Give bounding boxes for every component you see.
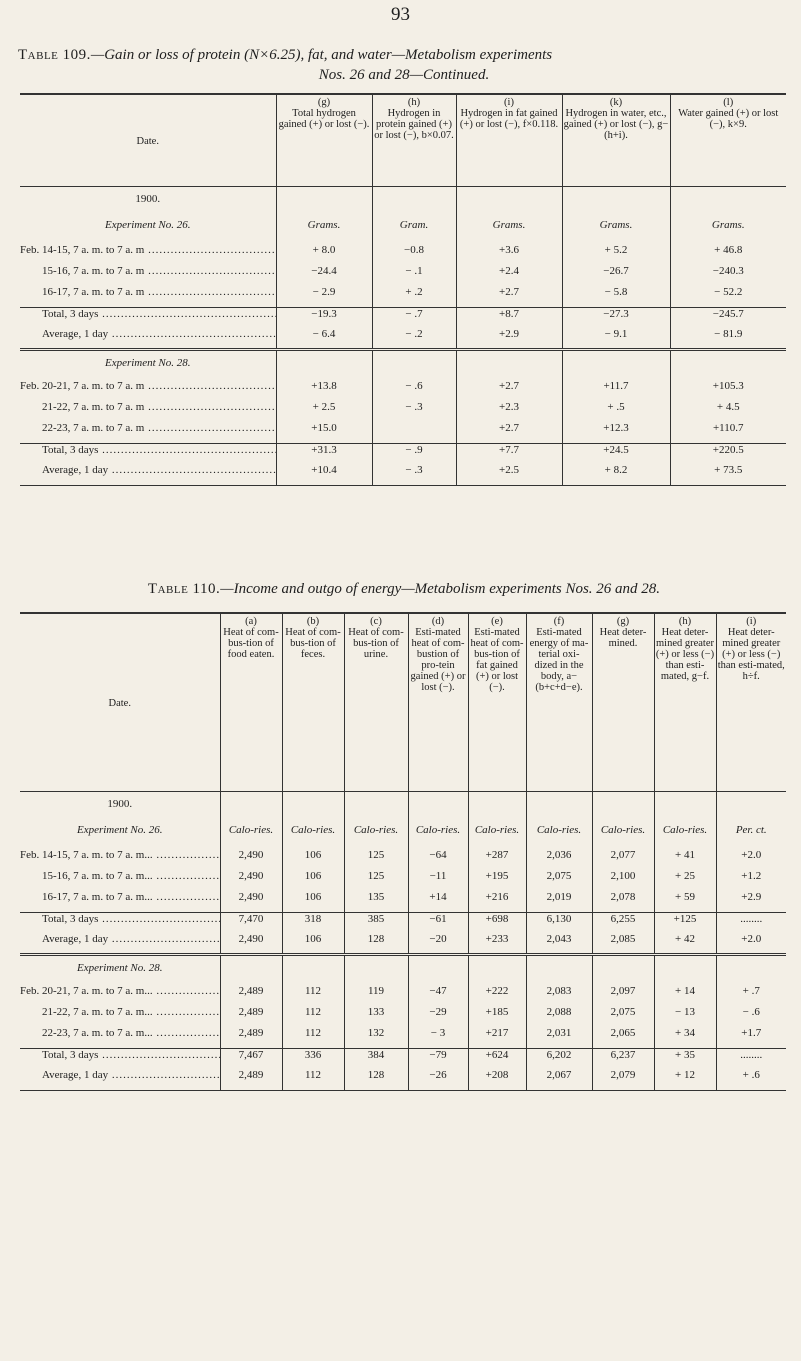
t110-average-h: + 12: [654, 1069, 716, 1090]
t109-unit-cell: Grams.: [456, 213, 562, 244]
t109-cell-h: − .6: [372, 380, 456, 401]
t109-cell-l: +110.7: [670, 422, 786, 443]
t110-unit-cell: Calo-ries.: [408, 818, 468, 849]
t110-cell-i: − .6: [716, 1006, 786, 1027]
t110-total-a: 7,470: [220, 912, 282, 933]
t109-data-row: [20, 401, 786, 422]
t110-cell-g: 2,097: [592, 985, 654, 1006]
t109-average-g: − 6.4: [276, 328, 372, 349]
t109-row-date: 16-17, 7 a. m. to 7 a. m .....: [20, 286, 276, 307]
t110-cell-d: −29: [408, 1006, 468, 1027]
t110-total-b: 336: [282, 1048, 344, 1069]
t109-average-label: Average, 1 day .....: [20, 328, 276, 349]
t110-cell-f: 2,019: [526, 891, 592, 912]
t110-unit-cell: Calo-ries.: [220, 818, 282, 849]
t110-header-date: Date.: [108, 697, 131, 709]
t110-cell-f: 2,083: [526, 985, 592, 1006]
t109-empty-cell: [372, 186, 456, 213]
t110-cell-a: 2,489: [220, 1006, 282, 1027]
t110-cell-d: +14: [408, 891, 468, 912]
t110-average-c: 128: [344, 933, 408, 954]
t109-cell-h: − .3: [372, 401, 456, 422]
t109-cell-l: +105.3: [670, 380, 786, 401]
t110-empty-cell: [592, 791, 654, 818]
t110-unit-cell: [716, 954, 786, 985]
t109-total-row: [20, 443, 786, 464]
t110-average-c: 128: [344, 1069, 408, 1090]
t109-row-date: 15-16, 7 a. m. to 7 a. m .....: [20, 265, 276, 286]
t110-total-h: + 35: [654, 1048, 716, 1069]
t110-unit-cell: Calo-ries.: [654, 818, 716, 849]
t110-unit-cell: [282, 954, 344, 985]
t109-cell-i: +2.3: [456, 401, 562, 422]
t109-cell-k: + 5.2: [562, 244, 670, 265]
t110-data-row: [20, 1027, 786, 1048]
t110-header-g: (g) Heat deter-mined.: [592, 613, 654, 791]
t110-header-b: (b) Heat of com-bus-tion of feces.: [282, 613, 344, 791]
t109-cell-g: − 2.9: [276, 286, 372, 307]
t110-cell-e: +287: [468, 849, 526, 870]
t109-cell-g: −24.4: [276, 265, 372, 286]
t110-year-row: [20, 791, 786, 818]
t109-cell-i: +3.6: [456, 244, 562, 265]
t110-cell-a: 2,489: [220, 985, 282, 1006]
t110-unit-cell: [468, 954, 526, 985]
t109-unit-cell: Grams.: [562, 213, 670, 244]
t109-unit-cell: [562, 349, 670, 380]
t110-cell-c: 135: [344, 891, 408, 912]
t109-cell-g: +15.0: [276, 422, 372, 443]
t109-average-g: +10.4: [276, 464, 372, 485]
t110-cell-b: 106: [282, 870, 344, 891]
t109-cell-i: +2.7: [456, 380, 562, 401]
t110-cell-g: 2,100: [592, 870, 654, 891]
t109-average-k: + 8.2: [562, 464, 670, 485]
t109-cell-k: + .5: [562, 401, 670, 422]
t109-empty-cell: [562, 186, 670, 213]
t109-cell-l: + 46.8: [670, 244, 786, 265]
t110-unit-cell: [654, 954, 716, 985]
t110-cell-a: 2,489: [220, 1027, 282, 1048]
t110-header-e: (e) Esti-mated heat of com-bus-tion of fat gained (+) or lost (−).: [468, 613, 526, 791]
t110-unit-cell: Calo-ries.: [526, 818, 592, 849]
t109-total-k: −27.3: [562, 307, 670, 328]
t110-cell-h: + 59: [654, 891, 716, 912]
t110-cell-e: +222: [468, 985, 526, 1006]
t109-unit-cell: [372, 349, 456, 380]
t110-exp28_label-label-row: [20, 954, 786, 985]
t110-header-f: (f) Esti-mated energy of ma-terial oxi-dized in the body, a−(b+c+d−e).: [526, 613, 592, 791]
t109-total-i: +7.7: [456, 443, 562, 464]
t109-row-date: 21-22, 7 a. m. to 7 a. m .....: [20, 401, 276, 422]
t109-cell-h: − .1: [372, 265, 456, 286]
t109-total-label: Total, 3 days .....: [20, 443, 276, 464]
t109-unit-cell: Grams.: [670, 213, 786, 244]
t110-total-i: ........: [716, 1048, 786, 1069]
t110-total-label: Total, 3 days .....: [20, 1048, 220, 1069]
table-110: [20, 612, 786, 1091]
t109-total-label: Total, 3 days .....: [20, 307, 276, 328]
t110-total-e: +698: [468, 912, 526, 933]
t110-header-c: (c) Heat of com-bus-tion of urine.: [344, 613, 408, 791]
t110-total-g: 6,237: [592, 1048, 654, 1069]
t110-data-row: [20, 849, 786, 870]
t110-unit-cell: Per. ct.: [716, 818, 786, 849]
t110-average-label: Average, 1 day .....: [20, 1069, 220, 1090]
t109-average-i: +2.5: [456, 464, 562, 485]
t110-average-f: 2,043: [526, 933, 592, 954]
t109-cell-k: −26.7: [562, 265, 670, 286]
t110-total-d: −79: [408, 1048, 468, 1069]
t109-empty-cell: [276, 186, 372, 213]
t109-cell-l: + 4.5: [670, 401, 786, 422]
t110-cell-a: 2,490: [220, 849, 282, 870]
t110-average-row: [20, 1069, 786, 1090]
t109-header-i: (i) Hydrogen in fat gained (+) or lost (−), f×0.118.: [456, 94, 562, 186]
t109-total-k: +24.5: [562, 443, 670, 464]
t109-exp28_label-label-row: [20, 349, 786, 380]
table-110-title: —Income and outgo of energy—Metabolism experiments Nos. 26 and 28.: [220, 581, 661, 597]
t110-average-b: 112: [282, 1069, 344, 1090]
t110-total-row: [20, 1048, 786, 1069]
t110-average-g: 2,079: [592, 1069, 654, 1090]
t109-total-i: +8.7: [456, 307, 562, 328]
t110-average-g: 2,085: [592, 933, 654, 954]
t109-header-g: (g) Total hydrogen gained (+) or lost (−).: [276, 94, 372, 186]
t110-cell-i: + .7: [716, 985, 786, 1006]
t109-exp26_label-label-row: [20, 213, 786, 244]
t110-cell-a: 2,490: [220, 870, 282, 891]
t110-data-row: [20, 985, 786, 1006]
t109-data-row: [20, 244, 786, 265]
t110-unit-cell: Calo-ries.: [468, 818, 526, 849]
t110-total-c: 384: [344, 1048, 408, 1069]
t109-cell-l: −240.3: [670, 265, 786, 286]
t110-cell-b: 112: [282, 1006, 344, 1027]
t110-header-i: (i) Heat deter-mined greater (+) or less (−) than esti-mated, h÷f.: [716, 613, 786, 791]
t110-cell-i: +1.2: [716, 870, 786, 891]
t110-empty-cell: [526, 791, 592, 818]
t110-average-a: 2,490: [220, 933, 282, 954]
t110-cell-b: 112: [282, 985, 344, 1006]
t110-average-d: −20: [408, 933, 468, 954]
t109-empty-cell: [670, 186, 786, 213]
t110-total-a: 7,467: [220, 1048, 282, 1069]
t110-empty-cell: [654, 791, 716, 818]
t110-header-h: (h) Heat deter-mined greater (+) or less (−) than esti-mated, g−f.: [654, 613, 716, 791]
t110-unit-cell: [526, 954, 592, 985]
t109-unit-cell: [276, 349, 372, 380]
t110-cell-e: +195: [468, 870, 526, 891]
t110-cell-c: 133: [344, 1006, 408, 1027]
t109-total-g: +31.3: [276, 443, 372, 464]
t110-data-row: [20, 1006, 786, 1027]
t110-unit-cell: Calo-ries.: [592, 818, 654, 849]
t110-row-date: Feb. 20-21, 7 a. m. to 7 a. m... .....: [20, 985, 220, 1006]
t110-cell-b: 106: [282, 891, 344, 912]
t110-total-c: 385: [344, 912, 408, 933]
t109-cell-k: − 5.8: [562, 286, 670, 307]
t109-year: 1900.: [135, 192, 161, 205]
t109-cell-i: +2.7: [456, 422, 562, 443]
t109-total-h: − .7: [372, 307, 456, 328]
t110-cell-g: 2,077: [592, 849, 654, 870]
t109-exp28_label-label: Experiment No. 28.: [20, 349, 276, 380]
t110-average-label: Average, 1 day .....: [20, 933, 220, 954]
t110-header-d: (d) Esti-mated heat of com-bustion of pro-tein gained (+) or lost (−).: [408, 613, 468, 791]
t109-cell-k: +11.7: [562, 380, 670, 401]
table-109-label: Table 109.: [18, 47, 91, 63]
t110-cell-h: + 41: [654, 849, 716, 870]
t110-unit-cell: [344, 954, 408, 985]
t110-cell-g: 2,065: [592, 1027, 654, 1048]
t110-average-e: +233: [468, 933, 526, 954]
t110-cell-c: 125: [344, 849, 408, 870]
t110-unit-cell: [220, 954, 282, 985]
t110-cell-h: + 34: [654, 1027, 716, 1048]
t109-total-g: −19.3: [276, 307, 372, 328]
t110-average-i: +2.0: [716, 933, 786, 954]
t109-average-l: − 81.9: [670, 328, 786, 349]
t109-total-l: +220.5: [670, 443, 786, 464]
t109-cell-k: +12.3: [562, 422, 670, 443]
t109-empty-cell: [456, 186, 562, 213]
t110-average-e: +208: [468, 1069, 526, 1090]
t110-average-row: [20, 933, 786, 954]
t110-cell-b: 106: [282, 849, 344, 870]
t109-row-date: Feb. 14-15, 7 a. m. to 7 a. m .....: [20, 244, 276, 265]
t109-header-h: (h) Hydrogen in protein gained (+) or lost (−), b×0.07.: [372, 94, 456, 186]
t110-cell-e: +185: [468, 1006, 526, 1027]
t110-average-i: + .6: [716, 1069, 786, 1090]
t110-total-h: +125: [654, 912, 716, 933]
t110-unit-cell: Calo-ries.: [344, 818, 408, 849]
t110-cell-f: 2,031: [526, 1027, 592, 1048]
t110-cell-i: +1.7: [716, 1027, 786, 1048]
t109-average-label: Average, 1 day .....: [20, 464, 276, 485]
t110-average-d: −26: [408, 1069, 468, 1090]
t109-unit-cell: [670, 349, 786, 380]
t109-average-l: + 73.5: [670, 464, 786, 485]
t109-total-row: [20, 307, 786, 328]
table-110-caption: [18, 580, 790, 599]
t110-data-row: [20, 870, 786, 891]
t110-cell-b: 112: [282, 1027, 344, 1048]
t110-cell-a: 2,490: [220, 891, 282, 912]
t109-data-row: [20, 286, 786, 307]
t109-cell-g: +13.8: [276, 380, 372, 401]
table-109-caption: [18, 46, 790, 65]
t109-cell-i: +2.4: [456, 265, 562, 286]
t110-cell-g: 2,078: [592, 891, 654, 912]
t109-cell-g: + 2.5: [276, 401, 372, 422]
t110-data-row: [20, 891, 786, 912]
t109-data-row: [20, 380, 786, 401]
table-109-title: —Gain or loss of protein (N×6.25), fat, and water—Metabolism experiments: [90, 47, 553, 63]
t110-total-label: Total, 3 days .....: [20, 912, 220, 933]
t110-empty-cell: [468, 791, 526, 818]
page-number: 93: [391, 4, 410, 25]
table-109-caption-line2: Nos. 26 and 28—Continued.: [318, 67, 490, 83]
t109-exp26_label-label: Experiment No. 26.: [104, 219, 191, 231]
t110-total-f: 6,130: [526, 912, 592, 933]
t109-average-row: [20, 328, 786, 349]
t109-unit-cell: Grams.: [276, 213, 372, 244]
t110-total-i: ........: [716, 912, 786, 933]
t110-average-f: 2,067: [526, 1069, 592, 1090]
t109-unit-cell: [456, 349, 562, 380]
t110-cell-c: 132: [344, 1027, 408, 1048]
t110-total-e: +624: [468, 1048, 526, 1069]
t110-header-a: (a) Heat of com-bus-tion of food eaten.: [220, 613, 282, 791]
t110-cell-d: −11: [408, 870, 468, 891]
t110-row-date: Feb. 14-15, 7 a. m. to 7 a. m... .....: [20, 849, 220, 870]
t109-header-k: (k) Hydrogen in water, etc., gained (+) or lost (−), g−(h+i).: [562, 94, 670, 186]
t110-year: 1900.: [107, 797, 133, 810]
t109-row-date: Feb. 20-21, 7 a. m. to 7 a. m .....: [20, 380, 276, 401]
t110-row-date: 21-22, 7 a. m. to 7 a. m... .....: [20, 1006, 220, 1027]
t109-total-l: −245.7: [670, 307, 786, 328]
t110-cell-h: + 25: [654, 870, 716, 891]
t110-cell-g: 2,075: [592, 1006, 654, 1027]
t110-cell-h: − 13: [654, 1006, 716, 1027]
t109-cell-h: [372, 422, 456, 443]
t110-average-a: 2,489: [220, 1069, 282, 1090]
t109-total-h: − .9: [372, 443, 456, 464]
t109-average-h: − .2: [372, 328, 456, 349]
t109-year-row: [20, 186, 786, 213]
t110-unit-cell: [592, 954, 654, 985]
t110-cell-d: −47: [408, 985, 468, 1006]
t110-cell-c: 119: [344, 985, 408, 1006]
t110-total-f: 6,202: [526, 1048, 592, 1069]
t109-header-date: Date.: [136, 135, 159, 147]
t110-cell-e: +216: [468, 891, 526, 912]
t110-total-g: 6,255: [592, 912, 654, 933]
t109-header-l: (l) Water gained (+) or lost (−), k×9.: [670, 94, 786, 186]
t109-average-row: [20, 464, 786, 485]
t109-unit-cell: Gram.: [372, 213, 456, 244]
t109-cell-l: − 52.2: [670, 286, 786, 307]
t110-exp26_label-label: Experiment No. 26.: [76, 824, 163, 836]
t109-average-h: − .3: [372, 464, 456, 485]
t110-unit-cell: Calo-ries.: [282, 818, 344, 849]
t110-cell-f: 2,088: [526, 1006, 592, 1027]
t109-cell-g: + 8.0: [276, 244, 372, 265]
t110-unit-cell: [408, 954, 468, 985]
t110-row-date: 22-23, 7 a. m. to 7 a. m... .....: [20, 1027, 220, 1048]
t109-cell-h: −0.8: [372, 244, 456, 265]
t110-cell-f: 2,075: [526, 870, 592, 891]
t110-cell-h: + 14: [654, 985, 716, 1006]
t110-cell-i: +2.9: [716, 891, 786, 912]
t110-row-date: 15-16, 7 a. m. to 7 a. m... .....: [20, 870, 220, 891]
t110-empty-cell: [716, 791, 786, 818]
t110-average-b: 106: [282, 933, 344, 954]
t110-cell-d: −64: [408, 849, 468, 870]
table-110-label: Table 110.: [147, 581, 221, 597]
t110-total-d: −61: [408, 912, 468, 933]
t110-row-date: 16-17, 7 a. m. to 7 a. m... .....: [20, 891, 220, 912]
t110-exp28_label-label: Experiment No. 28.: [20, 954, 220, 985]
t109-data-row: [20, 265, 786, 286]
t110-cell-i: +2.0: [716, 849, 786, 870]
t109-cell-i: +2.7: [456, 286, 562, 307]
t110-cell-f: 2,036: [526, 849, 592, 870]
t110-average-h: + 42: [654, 933, 716, 954]
t110-total-row: [20, 912, 786, 933]
t110-empty-cell: [408, 791, 468, 818]
t110-empty-cell: [344, 791, 408, 818]
t109-row-date: 22-23, 7 a. m. to 7 a. m .....: [20, 422, 276, 443]
t110-cell-d: − 3: [408, 1027, 468, 1048]
t110-cell-e: +217: [468, 1027, 526, 1048]
t110-empty-cell: [220, 791, 282, 818]
t109-average-k: − 9.1: [562, 328, 670, 349]
table-109: [20, 93, 786, 486]
t110-total-b: 318: [282, 912, 344, 933]
t109-average-i: +2.9: [456, 328, 562, 349]
t110-exp26_label-label-row: [20, 818, 786, 849]
t109-cell-h: + .2: [372, 286, 456, 307]
t110-empty-cell: [282, 791, 344, 818]
t110-cell-c: 125: [344, 870, 408, 891]
t109-data-row: [20, 422, 786, 443]
